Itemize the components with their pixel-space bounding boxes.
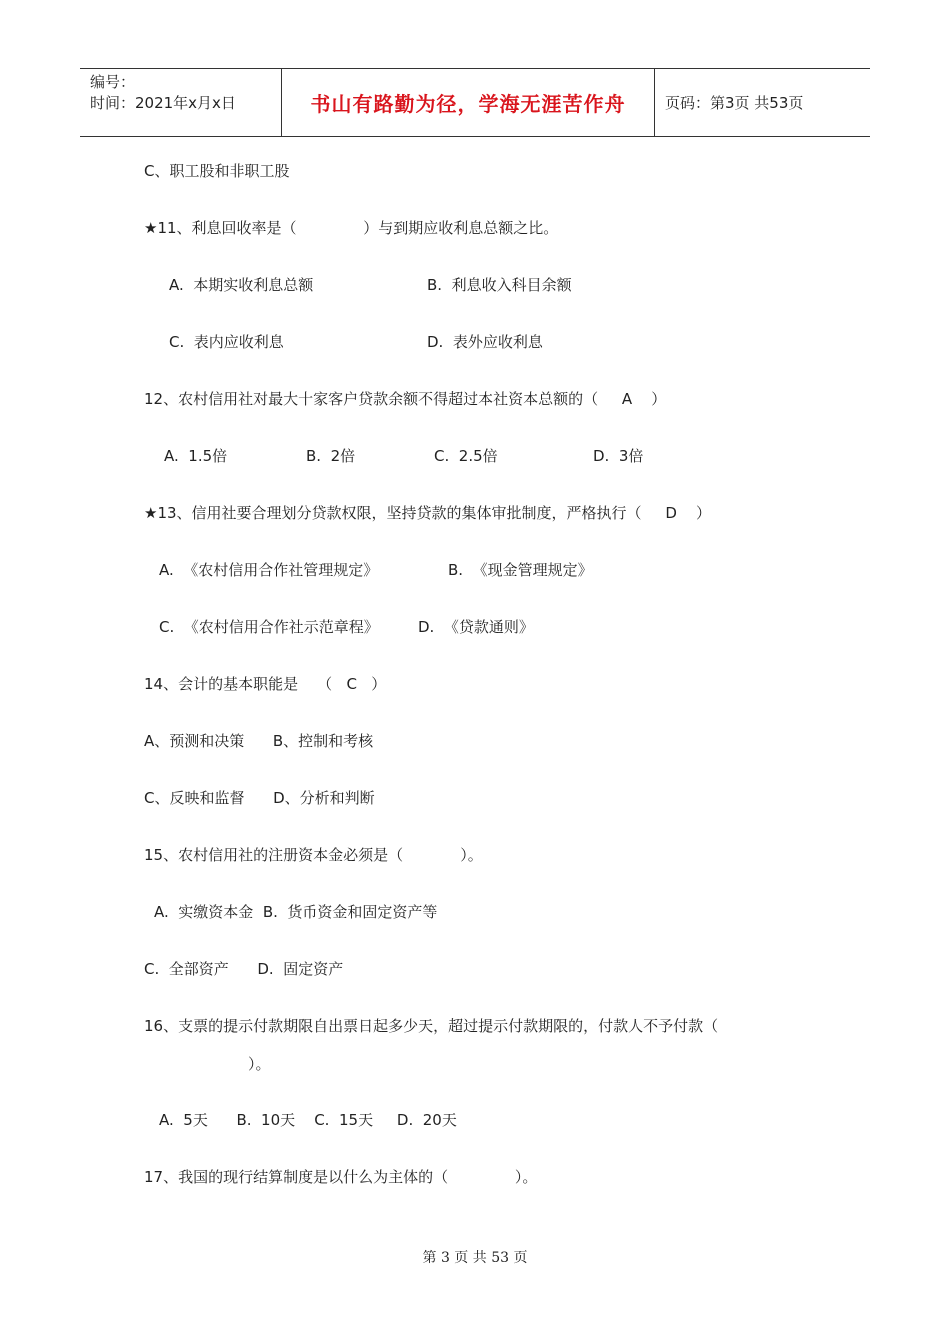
q13-text: ★13、信用社要合理划分贷款权限，坚持贷款的集体审批制度，严格执行（ D ） — [144, 504, 712, 522]
q15-text: 15、农村信用社的注册资本金必须是（ ）。 — [144, 846, 483, 864]
header-number-label: 编号： — [90, 73, 136, 91]
q12-option-d: D. 3倍 — [593, 447, 644, 465]
q17-text: 17、我国的现行结算制度是以什么为主体的（ ）。 — [144, 1168, 538, 1186]
q15-options-cd: C. 全部资产 D. 固定资产 — [144, 960, 344, 978]
q11-option-b: B. 利息收入科目余额 — [427, 276, 572, 294]
q13-option-b: B. 《现金管理规定》 — [448, 561, 593, 579]
q15-options-ab: A. 实缴资本金 B. 货币资金和固定资产等 — [154, 903, 438, 921]
header-motto-cell — [282, 69, 655, 136]
header-page-info: 页码：第3页 共53页 — [665, 94, 804, 112]
q11-option-c: C. 表内应收利息 — [169, 333, 284, 351]
q10-option-c: C、职工股和非职工股 — [144, 162, 290, 180]
q13-option-a: A. 《农村信用合作社管理规定》 — [159, 561, 379, 579]
q14-options-ab: A、预测和决策 B、控制和考核 — [144, 732, 374, 750]
header-time-label: 时间：2021年x月x日 — [90, 94, 236, 112]
footer-page-number: 第 3 页 共 53 页 — [422, 1250, 528, 1266]
q11-option-a: A. 本期实收利息总额 — [169, 276, 314, 294]
q13-option-c: C. 《农村信用合作社示范章程》 — [159, 618, 379, 636]
page-header — [80, 68, 870, 137]
q12-option-c: C. 2.5倍 — [434, 447, 498, 465]
q14-options-cd: C、反映和监督 D、分析和判断 — [144, 789, 375, 807]
header-page-info-cell — [655, 69, 870, 136]
q12-option-a: A. 1.5倍 — [164, 447, 228, 465]
q16-options: A. 5天 B. 10天 C. 15天 D. 20天 — [159, 1111, 457, 1129]
header-motto: 书山有路勤为径，学海无涯苦作舟 — [310, 92, 626, 116]
q13-option-d: D. 《贷款通则》 — [418, 618, 534, 636]
q12-option-b: B. 2倍 — [306, 447, 356, 465]
q12-text: 12、农村信用社对最大十家客户贷款余额不得超过本社资本总额的（ A ） — [144, 390, 667, 408]
q16-text: 16、支票的提示付款期限自出票日起多少天，超过提示付款期限的，付款人不予付款（ — [144, 1017, 719, 1035]
q11-option-d: D. 表外应收利息 — [427, 333, 543, 351]
page-footer — [0, 1247, 950, 1267]
q14-text: 14、会计的基本职能是 （ C ） — [144, 675, 387, 693]
q11-text: ★11、利息回收率是（ ）与到期应收利息总额之比。 — [144, 219, 559, 237]
q16-text-continuation: ）。 — [248, 1055, 271, 1073]
header-meta — [80, 69, 282, 136]
